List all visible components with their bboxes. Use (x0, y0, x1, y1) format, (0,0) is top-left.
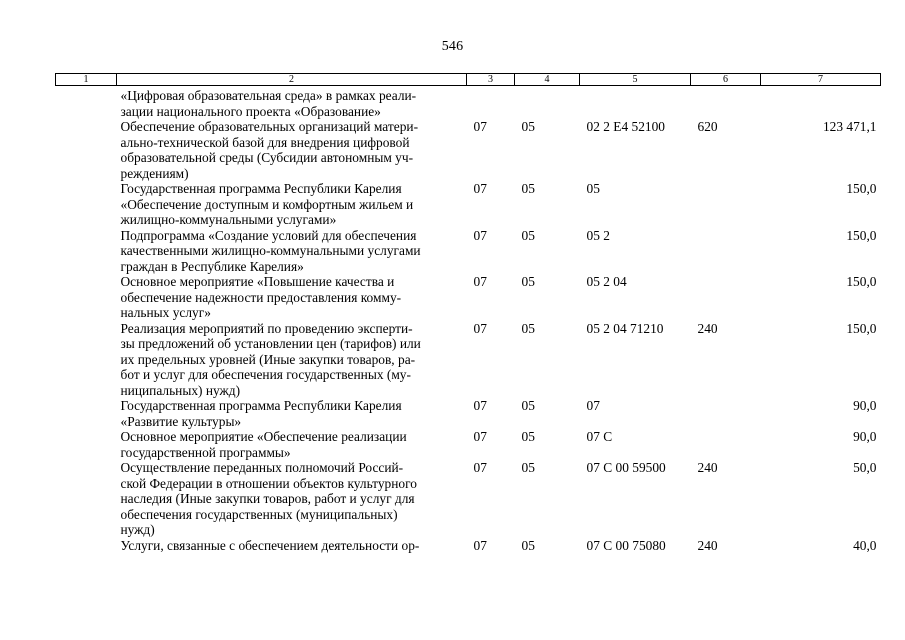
row-name-line: ниципальных) нужд) (120, 382, 241, 398)
table-row (56, 119, 881, 181)
row-name-line: Обеспечение образовательных организаций матери- (120, 119, 419, 134)
row-number-cell (56, 228, 117, 275)
expense-type-cell (691, 181, 761, 228)
section-cell: 07 (473, 181, 487, 196)
expense-type-cell (691, 274, 761, 321)
section-cell: 07 (473, 274, 487, 289)
row-name-cell (117, 538, 467, 554)
column-header-7: 7 (761, 74, 881, 86)
target-article-cell: 07 (586, 398, 600, 413)
row-name-line: образовательной среды (Субсидии автономным уч- (120, 150, 414, 165)
row-name-line: нальных услуг» (120, 305, 211, 320)
row-name-line: Услуги, связанные с обеспечением деятельности ор- (120, 537, 420, 553)
row-name-line: зации национального проекта «Образование» (120, 103, 381, 119)
table-body (56, 86, 881, 554)
row-name-line: Осуществление переданных полномочий Россий- (120, 460, 404, 475)
subsection-cell: 05 (521, 460, 535, 475)
subsection-cell: 05 (521, 181, 535, 196)
target-article-cell (580, 86, 691, 120)
row-number-cell (56, 119, 117, 181)
section-cell: 07 (473, 429, 487, 444)
page-number: 546 (441, 39, 464, 54)
table-header (56, 74, 881, 86)
section-cell: 07 (473, 398, 487, 413)
subsection-cell (515, 86, 580, 120)
section-cell: 07 (473, 227, 487, 243)
column-header-4: 4 (515, 74, 580, 86)
section-cell (467, 86, 515, 120)
row-name-line: Основное мероприятие «Повышение качества и (120, 274, 395, 289)
row-name-line: граждан в Республике Карелия» (120, 258, 304, 274)
target-article-cell: 05 2 (586, 227, 610, 243)
target-article-cell: 05 (586, 181, 600, 196)
table-row (56, 321, 881, 399)
row-name-line: ской Федерации в отношении объектов культурного (120, 475, 417, 491)
row-name-line: «Цифровая образовательная среда» в рамках реали- (120, 88, 417, 103)
row-name-line: нужд) (120, 522, 155, 537)
subsection-cell: 05 (521, 119, 535, 134)
row-number-cell (56, 460, 117, 538)
row-name-line: реждениям) (120, 165, 189, 181)
table-row (56, 460, 881, 538)
section-cell: 07 (473, 119, 487, 134)
table-row (56, 398, 881, 429)
target-article-cell: 05 2 04 71210 (586, 320, 664, 336)
expense-type-cell: 620 (697, 119, 718, 134)
expense-type-cell (691, 429, 761, 460)
row-name-cell (117, 321, 467, 399)
amount-cell: 150,0 (846, 227, 877, 243)
subsection-cell: 05 (521, 320, 535, 336)
row-name-line: бот и услуг для обеспечения государственных (му- (120, 367, 411, 382)
row-name-line: Государственная программа Республики Карелия (120, 181, 402, 196)
target-article-cell: 05 2 04 (586, 274, 627, 289)
row-number-cell (56, 538, 117, 554)
expense-type-cell (691, 228, 761, 275)
amount-cell (761, 86, 881, 120)
row-name-cell (117, 119, 467, 181)
column-header-1: 1 (56, 74, 117, 86)
table-row (56, 538, 881, 554)
amount-cell: 150,0 (846, 181, 877, 196)
subsection-cell: 05 (521, 429, 535, 444)
table-row (56, 228, 881, 275)
row-number-cell (56, 429, 117, 460)
row-name-line: обеспечения государственных (муниципальных) (120, 506, 398, 522)
row-number-cell (56, 321, 117, 399)
row-name-cell (117, 429, 467, 460)
column-header-6: 6 (691, 74, 761, 86)
amount-cell: 90,0 (853, 398, 877, 413)
expense-type-cell: 240 (697, 320, 718, 336)
row-name-cell (117, 460, 467, 538)
section-cell: 07 (473, 537, 487, 553)
target-article-cell: 07 С 00 59500 (586, 460, 666, 475)
row-name-line: Реализация мероприятий по проведению эксперти- (120, 320, 413, 336)
row-name-line: Подпрограмма «Создание условий для обеспечения (120, 227, 417, 243)
expense-type-cell: 240 (697, 460, 718, 475)
row-number-cell (56, 398, 117, 429)
row-name-line: Государственная программа Республики Карелия (120, 398, 402, 413)
section-cell: 07 (473, 460, 487, 475)
table-row (56, 181, 881, 228)
section-cell: 07 (473, 320, 487, 336)
row-number-cell (56, 86, 117, 120)
row-name-cell (117, 398, 467, 429)
row-name-cell (117, 228, 467, 275)
amount-cell: 50,0 (853, 460, 877, 475)
row-name-cell (117, 274, 467, 321)
column-header-3: 3 (467, 74, 515, 86)
row-number-cell (56, 274, 117, 321)
amount-cell: 40,0 (853, 537, 877, 553)
table-row (56, 86, 881, 120)
row-name-line: наследия (Иные закупки товаров, работ и услуг для (120, 491, 415, 506)
amount-cell: 150,0 (846, 274, 877, 289)
row-name-line: обеспечение надежности предоставления комму- (120, 289, 402, 305)
target-article-cell: 07 С (586, 429, 613, 444)
table-row (56, 274, 881, 321)
row-name-line: «Развитие культуры» (120, 413, 242, 429)
subsection-cell: 05 (521, 537, 535, 553)
row-name-line: государственной программы» (120, 444, 291, 460)
row-name-line: качественными жилищно-коммунальными услугами (120, 243, 421, 258)
target-article-cell: 07 С 00 75080 (586, 537, 666, 553)
subsection-cell: 05 (521, 274, 535, 289)
row-name-line: «Обеспечение доступным и комфортным жильем и (120, 196, 414, 212)
column-number-row (56, 74, 881, 86)
amount-cell: 90,0 (853, 429, 877, 444)
subsection-cell: 05 (521, 227, 535, 243)
row-name-line: их предельных уровней (Иные закупки товаров, ра- (120, 351, 416, 367)
row-name-line: Основное мероприятие «Обеспечение реализации (120, 429, 407, 444)
row-name-cell (117, 86, 467, 120)
target-article-cell: 02 2 E4 52100 (586, 119, 665, 134)
subsection-cell: 05 (521, 398, 535, 413)
expense-type-cell: 240 (697, 537, 718, 553)
expense-type-cell (691, 398, 761, 429)
row-name-line: зы предложений об установлении цен (тарифов) или (120, 336, 421, 351)
column-header-5: 5 (580, 74, 691, 86)
column-header-2: 2 (117, 74, 467, 86)
table-row (56, 429, 881, 460)
row-name-line: жилищно-коммунальными услугами» (120, 212, 337, 227)
row-name-cell (117, 181, 467, 228)
amount-cell: 123 471,1 (822, 119, 877, 134)
budget-table (55, 73, 881, 553)
row-name-line: ально-технической базой для внедрения цифровой (120, 134, 410, 150)
row-number-cell (56, 181, 117, 228)
amount-cell: 150,0 (846, 320, 877, 336)
expense-type-cell (691, 86, 761, 120)
